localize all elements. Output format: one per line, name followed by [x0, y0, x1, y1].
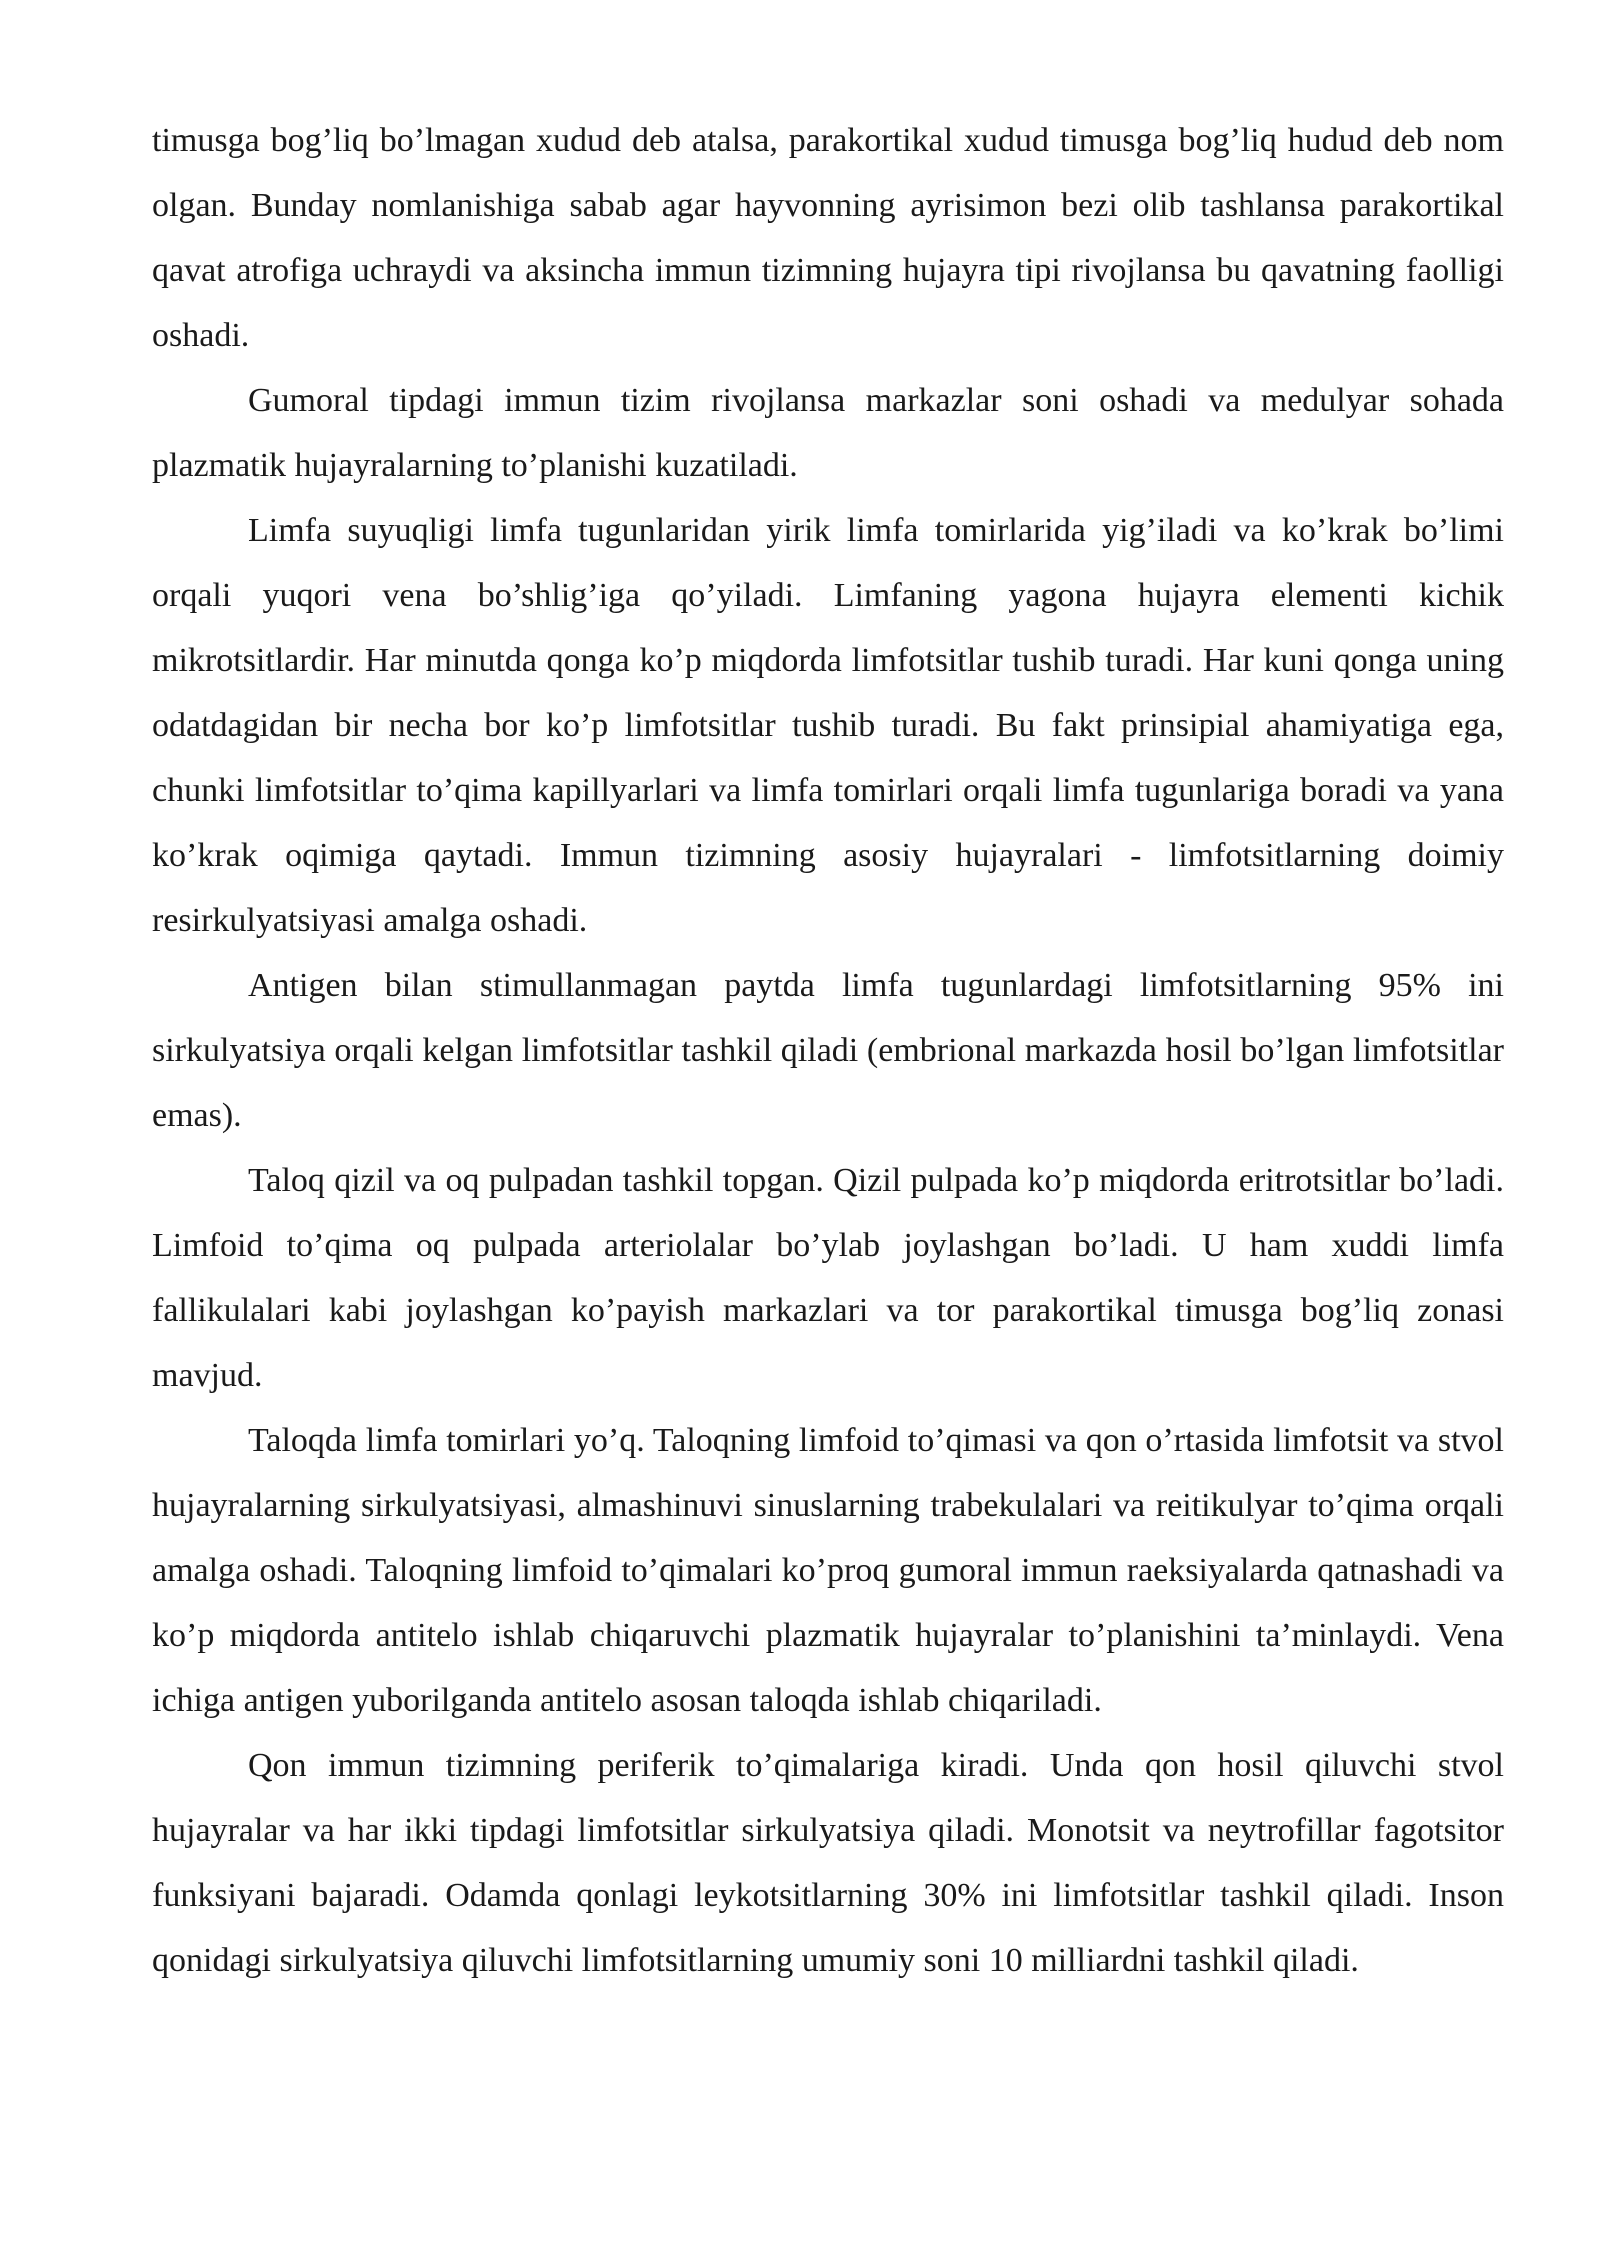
paragraph-4: Antigen bilan stimullanmagan paytda limfa tugunlardagi limfotsitlarning 95% ini sirkulyatsiya orqali kelgan limfotsitlar tashkil qiladi (embrional markazda hosil bo’lgan limfotsitlar emas). [152, 967, 1504, 1134]
document-page [152, 108, 1504, 1993]
paragraph-7: Qon immun tizimning periferik to’qimalariga kiradi. Unda qon hosil qiluvchi stvol hujayralar va har ikki tipdagi limfotsitlar sirkulyatsiya qiladi. Monotsit va neytrofillar fagotsitor funksiyani bajaradi. Odamda qonlagi leykotsitlarning 30% ini limfotsitlar tashkil qiladi. Inson qonidagi sirkulyatsiya qiluvchi limfotsitlarning umumiy soni 10 milliardni tashkil qiladi. [152, 1747, 1504, 1979]
paragraph-5: Taloq qizil va oq pulpadan tashkil topgan. Qizil pulpada ko’p miqdorda eritrotsitlar bo’ladi. Limfoid to’qima oq pulpada arteriolalar bo’ylab joylashgan bo’ladi. U ham xuddi limfa fallikulalari kabi joylashgan ko’payish markazlari va tor parakortikal timusga bog’liq zonasi mavjud. [152, 1162, 1504, 1394]
paragraph-3: Limfa suyuqligi limfa tugunlaridan yirik limfa tomirlarida yig’iladi va ko’krak bo’limi orqali yuqori vena bo’shlig’iga qo’yiladi. Limfaning yagona hujayra elementi kichik mikrotsitlardir. Har minutda qonga ko’p miqdorda limfotsitlar tushib turadi. Har kuni qonga uning odatdagidan bir necha bor ko’p limfotsitlar tushib turadi. Bu fakt prinsipial ahamiyatiga ega, chunki limfotsitlar to’qima kapillyarlari va limfa tomirlari orqali limfa tugunlariga boradi va yana ko’krak oqimiga qaytadi. Immun tizimning asosiy hujayralari - limfotsitlarning doimiy resirkulyatsiyasi amalga oshadi. [152, 512, 1504, 939]
paragraph-6: Taloqda limfa tomirlari yo’q. Taloqning limfoid to’qimasi va qon o’rtasida limfotsit va stvol hujayralarning sirkulyatsiyasi, almashinuvi sinuslarning trabekulalari va reitikulyar to’qima orqali amalga oshadi. Taloqning limfoid to’qimalari ko’proq gumoral immun raeksiyalarda qatnashadi va ko’p miqdorda antitelo ishlab chiqaruvchi plazmatik hujayralar to’planishini ta’minlaydi. Vena ichiga antigen yuborilganda antitelo asosan taloqda ishlab chiqariladi. [152, 1422, 1504, 1719]
paragraph-2: Gumoral tipdagi immun tizim rivojlansa markazlar soni oshadi va medulyar sohada plazmatik hujayralarning to’planishi kuzatiladi. [152, 382, 1504, 484]
paragraph-1: timusga bog’liq bo’lmagan xudud deb atalsa, parakortikal xudud timusga bog’liq hudud deb nom olgan. Bunday nomlanishiga sabab agar hayvonning ayrisimon bezi olib tashlansa parakortikal qavat atrofiga uchraydi va aksincha immun tizimning hujayra tipi rivojlansa bu qavatning faolligi oshadi. [152, 122, 1504, 354]
